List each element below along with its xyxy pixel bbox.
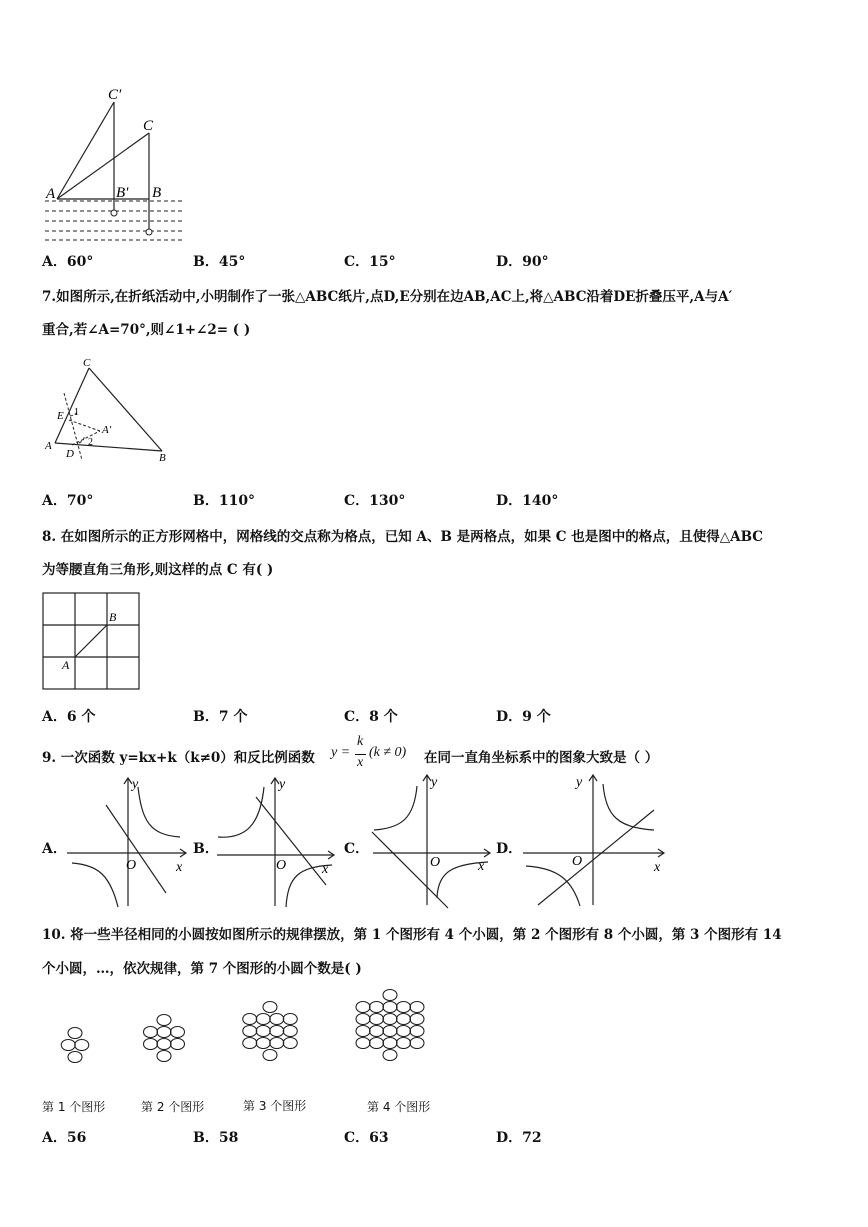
formula-denominator: x bbox=[357, 755, 364, 770]
q9-option-a[interactable]: A． bbox=[42, 841, 67, 857]
small-circle bbox=[283, 1038, 297, 1049]
small-circle bbox=[157, 1027, 171, 1038]
q8-text-line2: 为等腰直角三角形,则这样的点 C 有( ) bbox=[42, 562, 274, 578]
q7-figure bbox=[42, 355, 177, 465]
q7-text-line1: 7.如图所示,在折纸活动中,小明制作了一张△ABC纸片,点D,E分别在边AB,AC上,将△ABC沿着DE折叠压平,A与A′ bbox=[42, 289, 733, 305]
label-d: D bbox=[66, 448, 74, 460]
q9-graph-b bbox=[212, 773, 340, 911]
small-circle bbox=[383, 1050, 397, 1061]
small-circle bbox=[171, 1027, 185, 1038]
small-circle bbox=[370, 1002, 384, 1013]
origin-label: O bbox=[276, 858, 287, 873]
label-b: B bbox=[109, 610, 117, 624]
label-c: C bbox=[83, 357, 91, 369]
label-two: 2 bbox=[88, 437, 93, 448]
q9-graph-c bbox=[368, 770, 496, 910]
label-b-prime: B′ bbox=[116, 185, 129, 201]
origin-label: O bbox=[572, 854, 583, 869]
axis-x-label: x bbox=[478, 859, 485, 874]
q10-circle-patterns bbox=[40, 985, 460, 1095]
label-c: C bbox=[143, 118, 154, 134]
label-a: A bbox=[62, 658, 70, 672]
q8-grid-figure bbox=[42, 592, 142, 692]
small-circle bbox=[410, 1038, 424, 1049]
q10-caption-3: 第 3 个图形 bbox=[243, 1099, 307, 1113]
q6-option-b[interactable]: B．45° bbox=[193, 254, 246, 270]
small-circle bbox=[243, 1014, 257, 1025]
small-circle bbox=[256, 1038, 270, 1049]
q10-option-b[interactable]: B．58 bbox=[193, 1130, 239, 1146]
axis-x-label: x bbox=[654, 860, 661, 875]
q7-option-c[interactable]: C．130° bbox=[344, 493, 406, 509]
q9-option-c[interactable]: C． bbox=[344, 841, 370, 857]
small-circle bbox=[356, 1038, 370, 1049]
label-b: B bbox=[152, 185, 162, 201]
small-circle bbox=[383, 1014, 397, 1025]
q7-option-b[interactable]: B．110° bbox=[193, 493, 256, 509]
origin-label: O bbox=[126, 858, 137, 873]
small-circle bbox=[397, 1014, 411, 1025]
small-circle bbox=[397, 1002, 411, 1013]
small-circle bbox=[410, 1014, 424, 1025]
q6-figure bbox=[40, 80, 190, 245]
small-circle bbox=[256, 1026, 270, 1037]
small-circle bbox=[68, 1028, 82, 1039]
q6-option-d[interactable]: D．90° bbox=[496, 254, 549, 270]
small-circle bbox=[397, 1026, 411, 1037]
small-circle bbox=[68, 1052, 82, 1063]
q9-graph-d bbox=[518, 770, 668, 910]
label-one: 1 bbox=[74, 407, 79, 418]
q8-option-a[interactable]: A．6 个 bbox=[42, 709, 96, 725]
small-circle bbox=[383, 990, 397, 1001]
small-circle bbox=[157, 1051, 171, 1062]
axis-y-label: y bbox=[279, 777, 286, 792]
q9-option-b[interactable]: B． bbox=[193, 841, 219, 857]
q8-option-c[interactable]: C．8 个 bbox=[344, 709, 398, 725]
q6-option-c[interactable]: C．15° bbox=[344, 254, 396, 270]
small-circle bbox=[157, 1039, 171, 1050]
small-circle bbox=[263, 1002, 277, 1013]
label-c-prime: C′ bbox=[108, 87, 122, 103]
q10-text-line1: 10. 将一些半径相同的小圆按如图所示的规律摆放，第 1 个图形有 4 个小圆，第 2 个图形有 8 个小圆，第 3 个图形有 14 bbox=[42, 927, 782, 943]
axis-x-label: x bbox=[176, 860, 183, 875]
small-circle bbox=[370, 1026, 384, 1037]
axis-y-label: y bbox=[576, 775, 583, 790]
q8-option-b[interactable]: B．7 个 bbox=[193, 709, 248, 725]
q8-option-d[interactable]: D．9 个 bbox=[496, 709, 551, 725]
small-circle bbox=[410, 1002, 424, 1013]
small-circle bbox=[243, 1038, 257, 1049]
small-circle bbox=[356, 1014, 370, 1025]
q6-option-a[interactable]: A．60° bbox=[42, 254, 94, 270]
formula-y: y = bbox=[331, 745, 351, 760]
small-circle bbox=[370, 1038, 384, 1049]
label-a-prime: A′ bbox=[102, 424, 112, 436]
q10-option-c[interactable]: C．63 bbox=[344, 1130, 389, 1146]
small-circle bbox=[256, 1014, 270, 1025]
q10-caption-1: 第 1 个图形 bbox=[42, 1100, 106, 1114]
q10-text-line2: 个小圆，…，依次规律，第 7 个图形的小圆个数是( ) bbox=[42, 961, 362, 977]
q10-caption-2: 第 2 个图形 bbox=[141, 1100, 205, 1114]
small-circle bbox=[383, 1026, 397, 1037]
formula-numerator: k bbox=[357, 734, 364, 749]
label-b: B bbox=[159, 452, 166, 464]
small-circle bbox=[283, 1014, 297, 1025]
small-circle bbox=[157, 1015, 171, 1026]
small-circle bbox=[356, 1002, 370, 1013]
label-a: A bbox=[45, 440, 52, 452]
axis-y-label: y bbox=[431, 775, 438, 790]
small-circle bbox=[263, 1050, 277, 1061]
small-circle bbox=[383, 1002, 397, 1013]
small-circle bbox=[144, 1039, 158, 1050]
q9-option-d[interactable]: D． bbox=[496, 841, 523, 857]
axis-x-label: x bbox=[322, 862, 329, 877]
small-circle bbox=[383, 1038, 397, 1049]
q7-option-d[interactable]: D．140° bbox=[496, 493, 559, 509]
small-circle bbox=[270, 1026, 284, 1037]
q8-text-line1: 8. 在如图所示的正方形网格中，网格线的交点称为格点，已知 A、B 是两格点，如果 C 也是图中的格点，且使得△ABC bbox=[42, 529, 763, 545]
small-circle bbox=[283, 1026, 297, 1037]
small-circle bbox=[144, 1027, 158, 1038]
small-circle bbox=[243, 1026, 257, 1037]
q7-text-line2: 重合,若∠A=70°,则∠1+∠2= ( ) bbox=[42, 322, 251, 338]
small-circle bbox=[370, 1014, 384, 1025]
q9-graph-a bbox=[62, 773, 192, 911]
q10-caption-4: 第 4 个图形 bbox=[367, 1100, 431, 1114]
small-circle bbox=[270, 1038, 284, 1049]
q10-option-d[interactable]: D．72 bbox=[496, 1130, 542, 1146]
small-circle bbox=[270, 1014, 284, 1025]
small-circle bbox=[410, 1026, 424, 1037]
q10-option-a[interactable]: A．56 bbox=[42, 1130, 87, 1146]
small-circle bbox=[171, 1039, 185, 1050]
label-a: A bbox=[46, 186, 56, 202]
small-circle bbox=[61, 1040, 75, 1051]
q9-text-prefix: 9. 一次函数 y=kx+k（k≠0）和反比例函数 bbox=[42, 750, 315, 766]
q7-option-a[interactable]: A．70° bbox=[42, 493, 94, 509]
small-circle bbox=[397, 1038, 411, 1049]
small-circle bbox=[75, 1040, 89, 1051]
label-e: E bbox=[57, 410, 64, 422]
q9-text-suffix: 在同一直角坐标系中的图象大致是（ ） bbox=[424, 750, 659, 766]
formula-condition: (k ≠ 0) bbox=[369, 745, 407, 760]
small-circle bbox=[356, 1026, 370, 1037]
origin-label: O bbox=[430, 855, 441, 870]
axis-y-label: y bbox=[132, 777, 139, 792]
